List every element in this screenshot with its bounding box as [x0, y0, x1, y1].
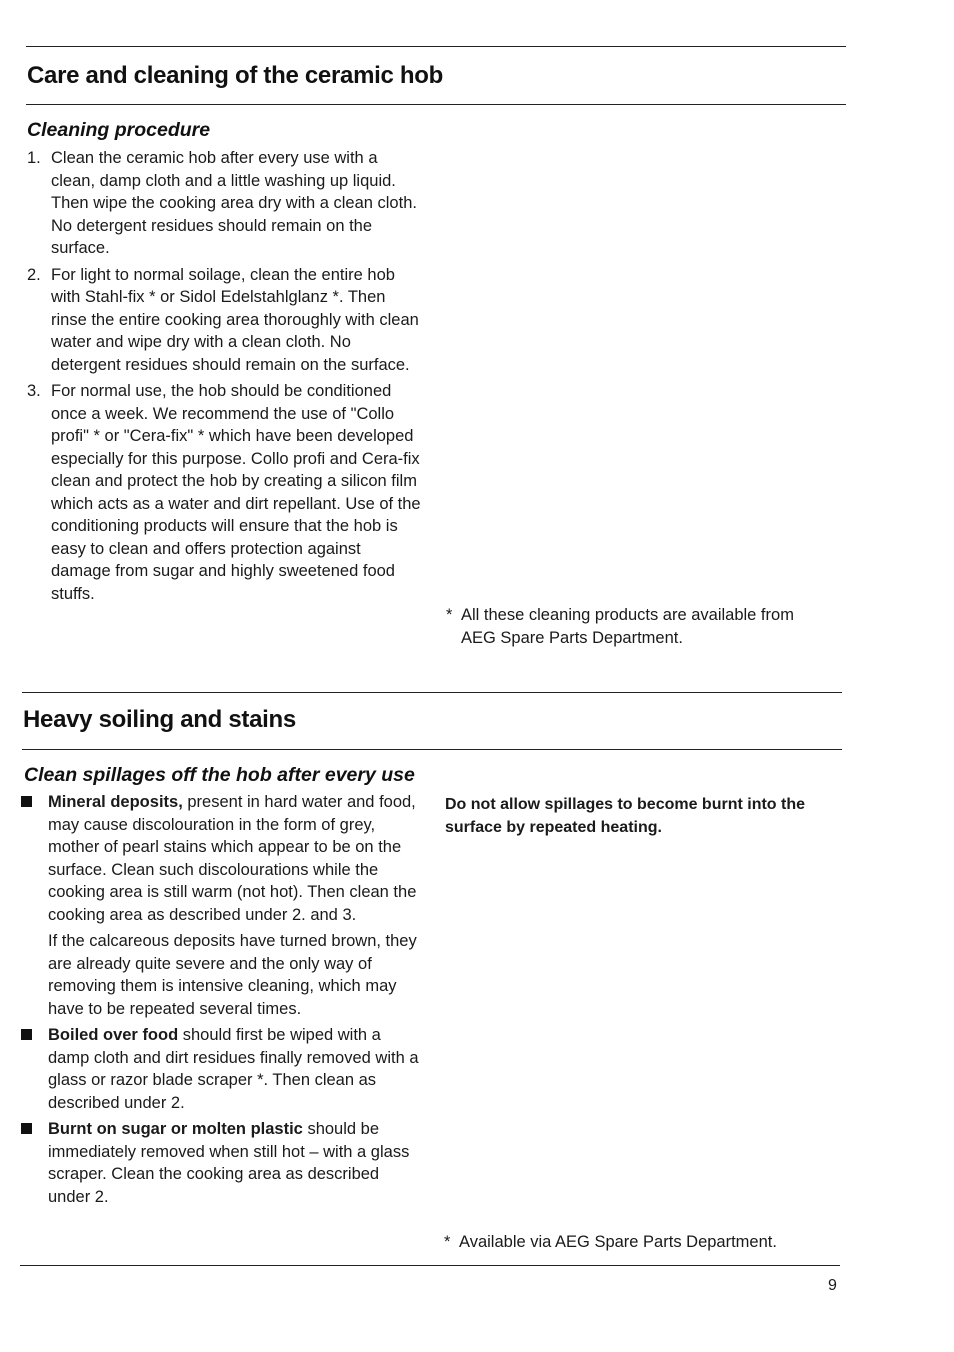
bullet-square-icon — [21, 1029, 32, 1040]
footnote-text: All these cleaning products are available from AEG Spare Parts Department. — [461, 606, 794, 647]
step-text: For light to normal soilage, clean the entire hob with Stahl-fix * or Sidol Edelstahlglanz *. Then rinse the entire cooking area thoroughly with clean water and wipe dry with a clean cloth. No detergent residues should remain on the surface. — [51, 265, 419, 374]
section2-top-rule — [22, 692, 842, 693]
bullet-extra-paragraph: If the calcareous deposits have turned brown, they are already quite severe and the only way of removing them is intensive cleaning, which may have to be repeated several times. — [48, 932, 417, 1018]
footnote-text: Available via AEG Spare Parts Department. — [459, 1233, 777, 1251]
stains-column — [21, 791, 421, 1212]
bullet-lead: Boiled over food — [48, 1026, 179, 1044]
section2-subtitle: Clean spillages off the hob after every use — [24, 764, 415, 786]
footnote-asterisk: * — [446, 606, 453, 624]
page-number: 9 — [828, 1277, 837, 1294]
bullet-lead: Burnt on sugar or molten plastic — [48, 1120, 303, 1138]
section2-footnote — [444, 1231, 844, 1254]
section2-title: Heavy soiling and stains — [23, 706, 296, 733]
list-item — [21, 1118, 421, 1208]
list-item — [27, 380, 421, 605]
bullet-text: present in hard water and food, may cause discolouration in the form of grey, mother of pearl stains which appear to be on the surface. Clean such discolourations while the cooking area is still warm (not hot). Then clean the cooking area as described under 2. and 3. — [48, 793, 417, 924]
section1-title: Care and cleaning of the ceramic hob — [27, 62, 443, 89]
step-number: 2. — [27, 265, 41, 284]
cleaning-steps-list — [27, 147, 421, 605]
step-text: Clean the ceramic hob after every use with a clean, damp cloth and a little washing up liquid. Then wipe the cooking area dry with a clean cloth. No detergent residues should remain on the surface. — [51, 149, 417, 257]
list-item — [21, 1024, 421, 1114]
bullet-square-icon — [21, 796, 32, 807]
list-item — [27, 147, 421, 260]
bullet-text: should be immediately removed when still hot – with a glass scraper. Clean the cooking area as described under 2. — [48, 1120, 410, 1206]
section1-subtitle: Cleaning procedure — [27, 119, 211, 141]
step-number: 3. — [27, 382, 41, 400]
bullet-square-icon — [21, 1123, 32, 1134]
top-rule — [26, 46, 846, 47]
list-item — [27, 264, 421, 377]
step-number: 1. — [27, 149, 41, 167]
bullet-lead: Mineral deposits, — [48, 793, 183, 811]
bottom-rule — [20, 1265, 840, 1266]
stains-list — [21, 791, 421, 1208]
burn-warning: Do not allow spillages to become burnt into the surface by repeated heating. — [445, 796, 806, 836]
section2-title-rule — [22, 749, 842, 750]
section1-footnote — [446, 604, 826, 649]
step-text: For normal use, the hob should be conditioned once a week. We recommend the use of "Collo profi" * or "Cera-fix" * which have been developed especially for this purpose. Collo profi and Cera-fix clean and protect the hob by creating a silicon film which acts as a water and dirt repellant. Use of the conditioning products will ensure that the hob is easy to clean and offers protection against damage from sugar and highly sweetened food stuffs. — [51, 382, 421, 603]
section1-title-rule — [26, 104, 846, 105]
cleaning-steps-column — [27, 147, 421, 609]
footnote-asterisk: * — [444, 1233, 451, 1251]
bullet-text: should first be wiped with a damp cloth and dirt residues finally removed with a glass or razor blade scraper *. Then clean as described under 2. — [48, 1026, 419, 1112]
list-item — [21, 791, 421, 1020]
